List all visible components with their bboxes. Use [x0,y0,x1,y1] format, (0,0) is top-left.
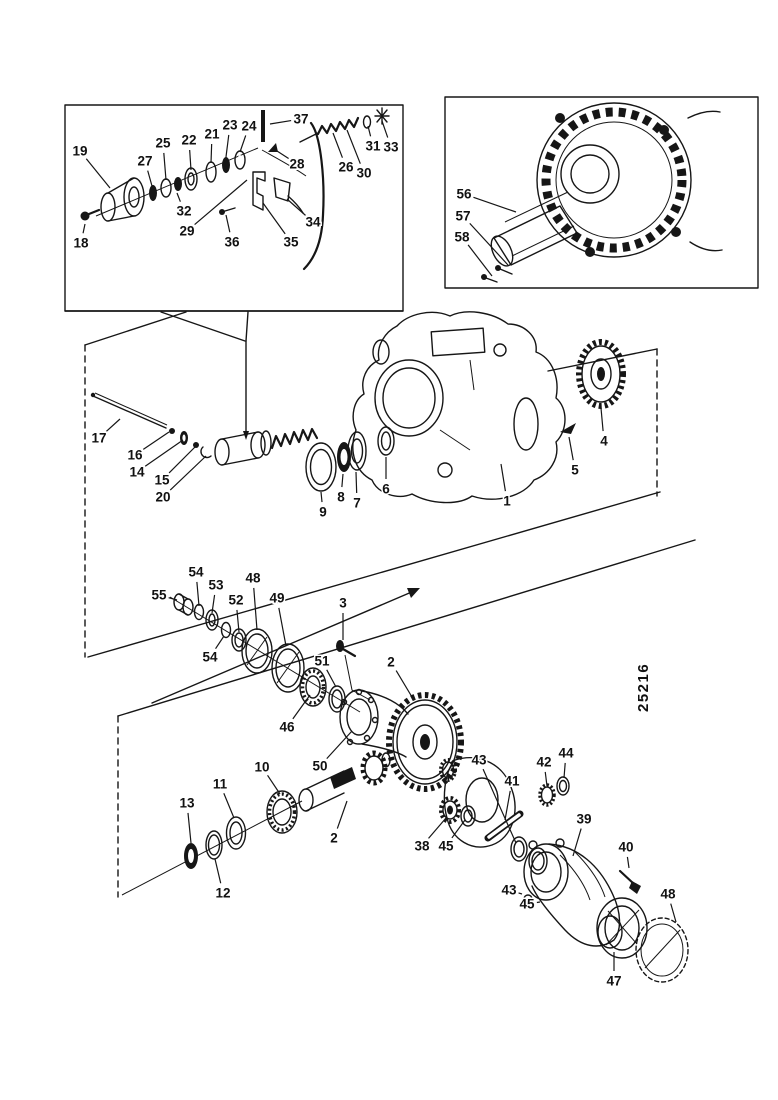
part-label-58: 58 [454,229,470,245]
part-label-14: 14 [129,464,145,480]
part-label-51: 51 [314,653,330,669]
part-label-45: 45 [519,896,535,912]
leader-line-22 [190,150,191,170]
leader-line-43 [519,893,522,894]
part-label-49: 49 [269,590,285,606]
leader-line-49 [279,608,286,646]
drive-gear-drawing [579,342,623,406]
part-label-7: 7 [353,495,361,511]
part-label-39: 39 [576,811,592,827]
leader-line-2 [396,671,412,697]
leader-line-44 [564,763,565,778]
part-label-24: 24 [241,118,257,134]
actuator-motor-drawing [487,192,577,269]
part-label-43: 43 [471,752,487,768]
clip-part-5 [560,423,576,434]
part-label-15: 15 [154,472,170,488]
pin-part [261,110,265,142]
side-gear-parts [441,777,569,874]
leader-line-41 [505,791,510,820]
part-label-17: 17 [91,430,107,446]
leader-line-11 [224,793,234,818]
part-label-18: 18 [73,235,89,251]
leader-line-1 [501,464,505,491]
leader-line-16 [143,432,169,449]
part-label-16: 16 [127,447,143,463]
part-label-27: 27 [137,153,153,169]
part-label-19: 19 [72,143,88,159]
part-label-11: 11 [212,776,228,792]
part-label-55: 55 [151,587,167,603]
leader-line-7 [356,472,357,493]
leader-line-12 [215,859,221,883]
part-label-44: 44 [558,745,574,761]
shift-head-part [274,178,303,213]
part-label-12: 12 [215,885,231,901]
lock-washer-parts [364,108,390,128]
leader-line-34 [287,199,306,215]
part-label-52: 52 [228,592,244,608]
leader-line-20 [170,456,206,490]
figure-code: 25216 [635,662,652,712]
leader-line-24 [240,135,246,152]
differential-case-drawing [340,690,515,847]
leader-line-17 [106,419,120,431]
leader-line-29 [195,180,247,225]
leader-line-45 [452,820,465,838]
part-label-46: 46 [279,719,295,735]
part-label-20: 20 [155,489,171,505]
leader-line-32 [177,193,180,202]
leader-line-9 [321,492,322,502]
part-label-6: 6 [382,481,390,497]
part-label-50: 50 [312,758,328,774]
part-label-37: 37 [293,111,309,127]
leader-line-25 [164,153,166,180]
part-label-10: 10 [254,759,270,775]
inset-top-right [445,97,758,288]
part-label-1: 1 [503,493,511,509]
part-label-38: 38 [414,838,430,854]
bolt-part [219,208,235,215]
leader-line-2 [337,801,347,829]
part-label-4: 4 [600,433,608,449]
part-label-26: 26 [338,159,354,175]
part-label-53: 53 [208,577,224,593]
part-label-8: 8 [337,489,345,505]
connector-lines [85,312,249,440]
shift-rail-part [304,123,324,269]
part-label-2: 2 [387,654,395,670]
part-label-30: 30 [356,165,372,181]
leader-line-18 [83,224,85,233]
part-label-28: 28 [289,156,305,172]
leader-line-48 [671,904,676,922]
leader-line-58 [468,245,492,276]
seal-gasket-parts [597,898,688,982]
leader-line-37 [270,121,291,124]
leader-line-35 [263,203,285,234]
leader-line-42 [545,772,547,786]
part-label-13: 13 [179,795,195,811]
part-label-48: 48 [245,570,261,586]
leader-line-4 [601,408,603,431]
part-label-2: 2 [330,830,338,846]
part-label-22: 22 [181,132,197,148]
leader-line-5 [569,437,573,460]
part-label-5: 5 [571,462,579,478]
leader-line-15 [169,447,195,473]
leader-line-36 [226,215,230,232]
part-label-3: 3 [339,595,347,611]
part-label-48: 48 [660,886,676,902]
leader-line-56 [473,197,516,212]
inset-top-left [65,105,403,311]
part-label-34: 34 [305,214,321,230]
part-label-9: 9 [319,504,327,520]
leader-line-13 [188,813,191,843]
part-label-33: 33 [383,139,399,155]
part-label-42: 42 [536,754,552,770]
leader-line-40 [627,857,629,868]
part-label-23: 23 [222,117,238,133]
leader-line-28 [277,151,289,159]
part-label-40: 40 [618,839,634,855]
leader-line-23 [226,135,229,157]
part-label-56: 56 [456,186,472,202]
leader-line-27 [148,171,152,186]
part-label-32: 32 [176,203,192,219]
leader-line-38 [429,818,446,838]
plug-part [81,210,100,221]
part-label-31: 31 [365,138,381,154]
rear-housing-drawing [537,103,722,257]
part-label-45: 45 [438,838,454,854]
leader-line-26 [333,133,342,158]
leader-line-10 [268,775,280,794]
spring-part [318,118,358,134]
part-label-47: 47 [606,973,622,989]
main-housing-drawing [353,312,565,503]
leader-line-8 [342,474,343,487]
part-label-54: 54 [188,564,204,580]
leader-line-21 [211,144,212,163]
leader-line-55 [169,598,177,600]
panel-a-outline [85,345,660,657]
extension-housing-drawing [524,839,641,948]
leader-line-46 [293,695,310,719]
part-label-35: 35 [283,234,299,250]
part-label-25: 25 [155,135,171,151]
part-label-54: 54 [202,649,218,665]
leader-line-33 [382,121,388,138]
part-label-43: 43 [501,882,517,898]
part-label-36: 36 [224,234,240,250]
leader-line-19 [86,159,110,188]
part-label-57: 57 [455,208,471,224]
part-label-21: 21 [204,126,220,142]
leader-line-51 [327,670,336,687]
leader-line-54 [216,636,224,649]
leader-line-57 [470,223,508,265]
cone-part [268,143,278,152]
part-label-29: 29 [179,223,195,239]
part-label-41: 41 [504,773,520,789]
leader-line-54 [197,582,199,606]
leader-line-50 [327,731,352,759]
